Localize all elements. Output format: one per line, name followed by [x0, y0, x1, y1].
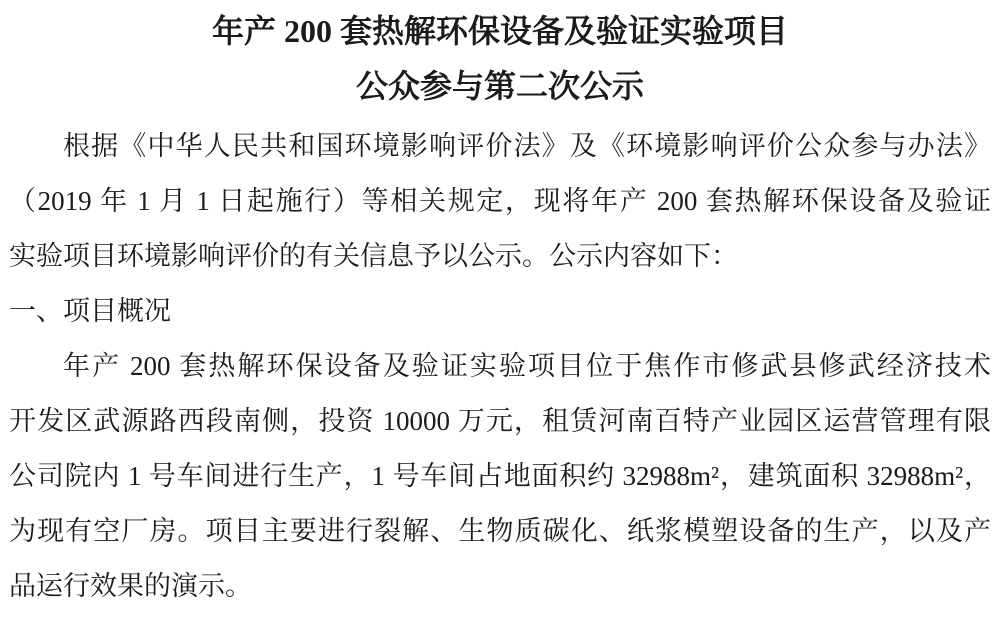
body-text-line: 开发区武源路西段南侧，投资 10000 万元，租赁河南百特产业园区运营管理有限 [9, 406, 991, 436]
body-text-line: 公司院内 1 号车间进行生产，1 号车间占地面积约 32988m²，建筑面积 32988m²， [9, 461, 991, 491]
title-line-1: 年产 200 套热解环保设备及验证实验项目 [211, 13, 788, 49]
body-text-line: （2019 年 1 月 1 日起施行）等相关规定，现将年产 200 套热解环保设备及验证 [9, 186, 991, 216]
section-heading: 一、项目概况 [9, 296, 171, 326]
document-body [9, 119, 991, 614]
body-text-line: 为现有空厂房。项目主要进行裂解、生物质碳化、纸浆模塑设备的生产，以及产 [9, 516, 991, 546]
body-text-line: 实验项目环境影响评价的有关信息予以公示。公示内容如下： [9, 241, 738, 271]
body-text-line: 年产 200 套热解环保设备及验证实验项目位于焦作市修武县修武经济技术 [63, 351, 991, 381]
title-line-2: 公众参与第二次公示 [355, 68, 644, 104]
body-text-line: 品运行效果的演示。 [9, 571, 252, 601]
body-text-line: 根据《中华人民共和国环境影响评价法》及《环境影响评价公众参与办法》 [63, 131, 991, 161]
document-title [9, 4, 991, 114]
